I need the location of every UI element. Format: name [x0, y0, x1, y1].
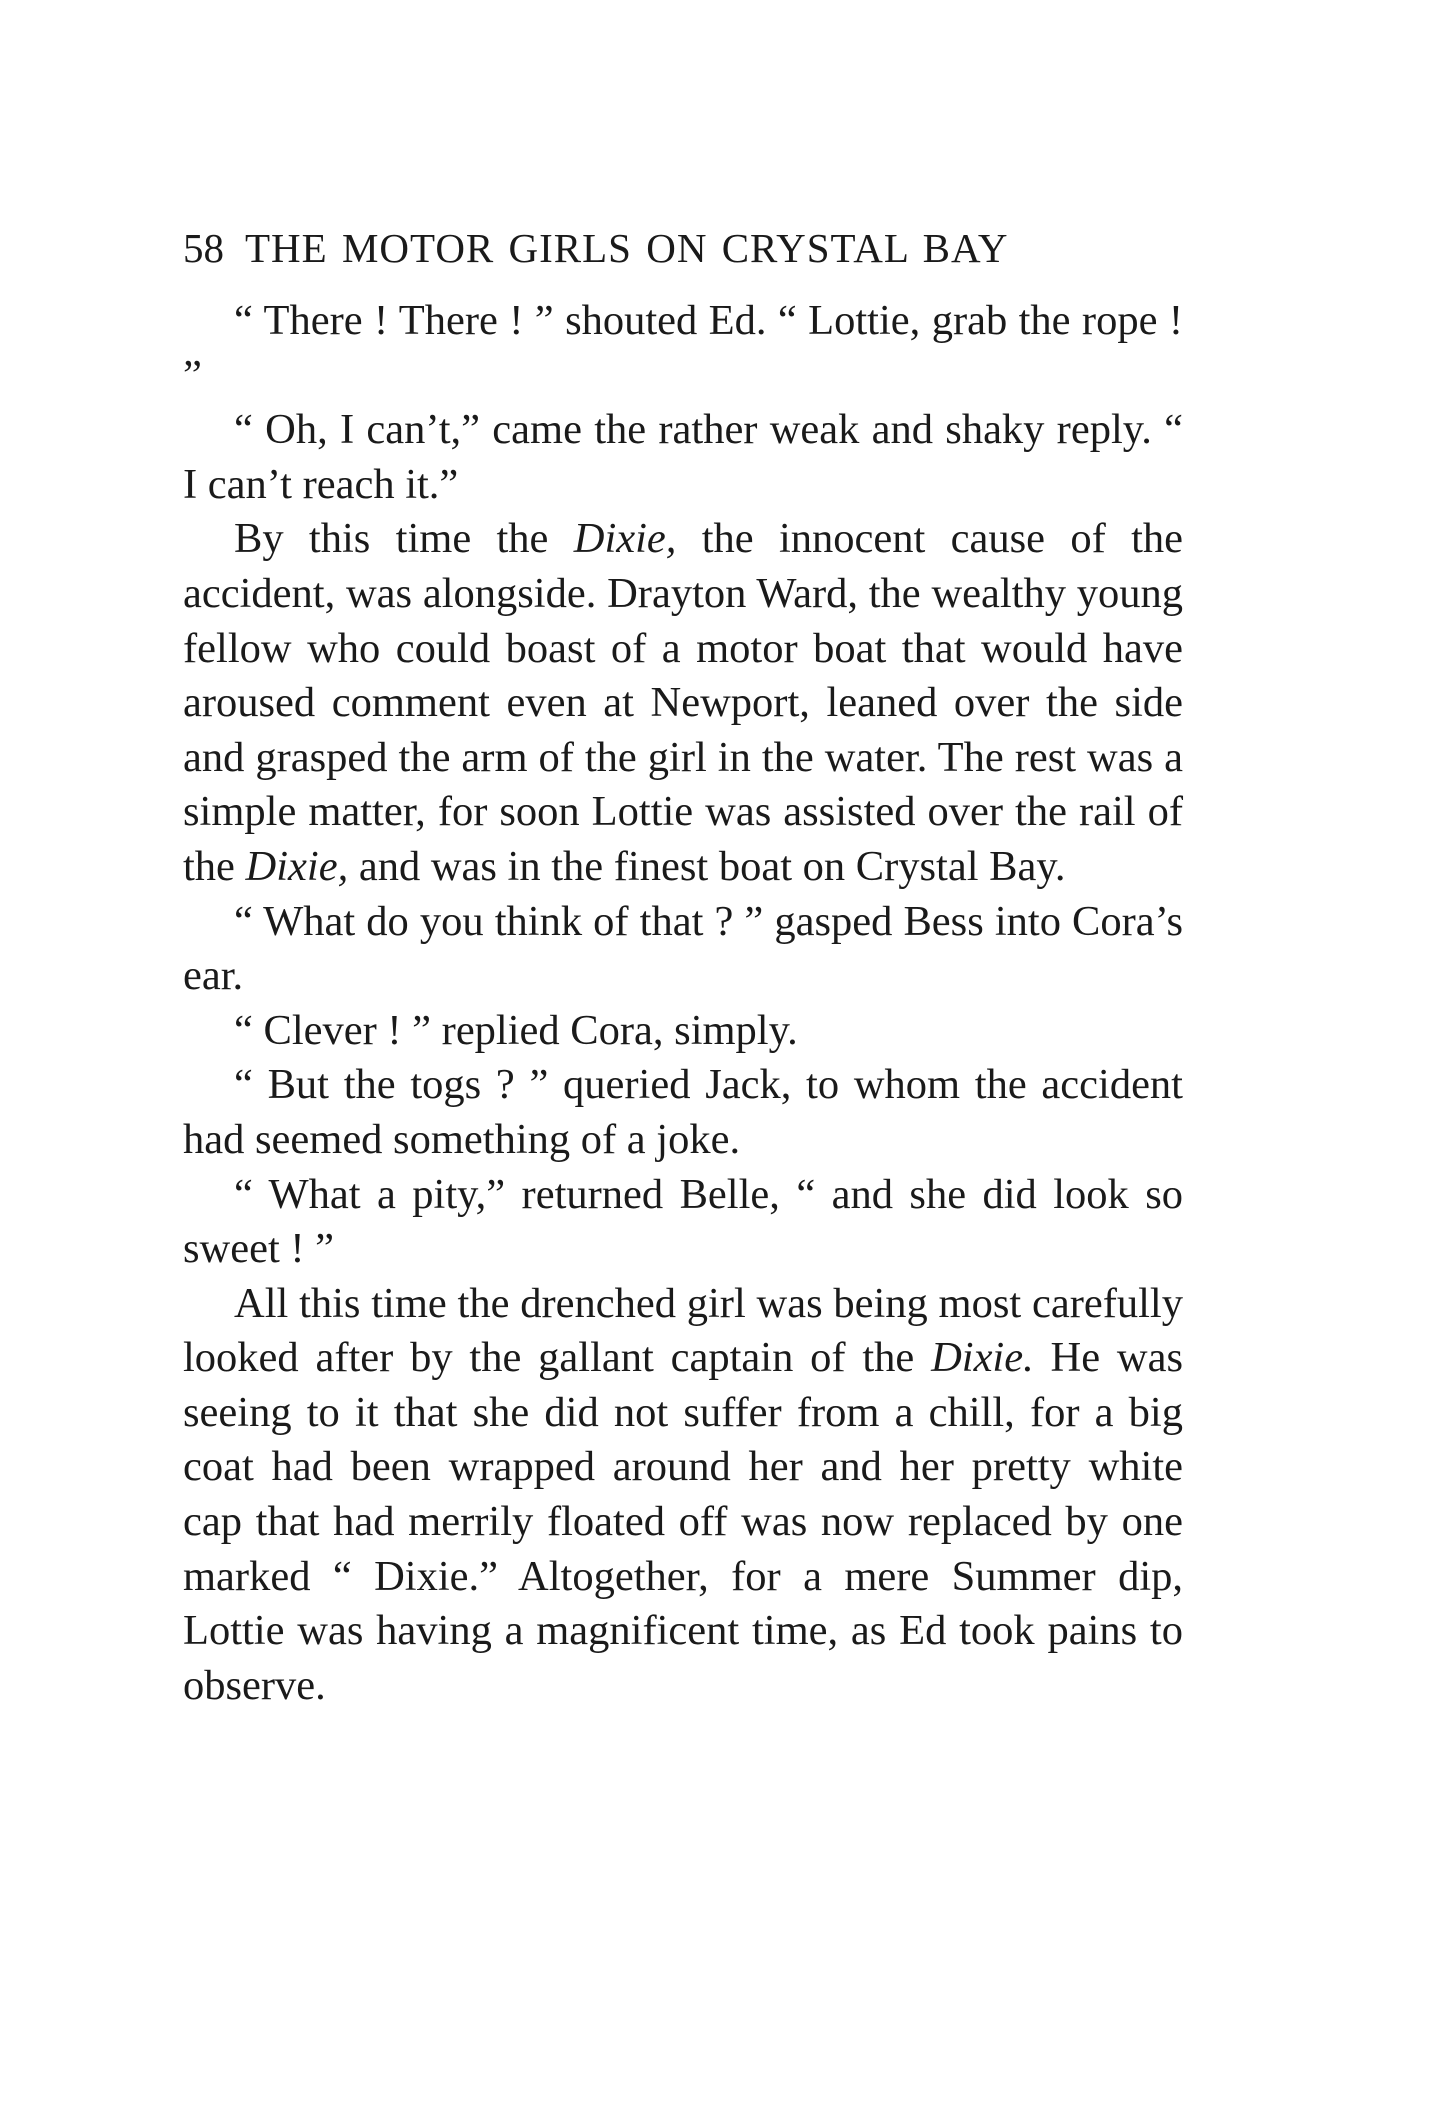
paragraph [183, 403, 1183, 512]
text-run: the innocent cause of the accident, was alongside. Drayton Ward, the wealthy young fellow who could boast of a motor boat that would have aroused comment even at Newport, leaned over the side and grasped the arm of the girl in the water. The rest was a simple matter, for soon Lottie was assisted over the rail of the [183, 515, 1183, 890]
text-run: “ What a pity,” returned Belle, “ and she did look so sweet ! ” [183, 1170, 1183, 1273]
text-run: “ Oh, I can’t,” came the rather weak and shaky reply. “ I can’t reach it.” [183, 406, 1183, 508]
boat-name: Dixie, [245, 842, 349, 890]
running-head [183, 222, 1183, 274]
paragraph [183, 1004, 1183, 1059]
text-run: All this time the drenched girl was being most carefully looked after by the gallant captain of the [183, 1279, 1183, 1382]
boat-name: Dixie, [573, 515, 677, 563]
text-run: He was seeing to it that she did not suffer from a chill, for a big coat had been wrapped around her and her pretty white cap that had merrily floated off was now replaced by one marked “ Dixie.” Altogether, for a mere Summer dip, Lottie was having a magnificent time, as Ed took pains to observe. [183, 1334, 1183, 1709]
text-run: and was in the finest boat on Crystal Bay. [348, 842, 1066, 890]
page-number: 58 [183, 225, 224, 271]
text-run: “ Clever ! ” replied Cora, simply. [234, 1006, 798, 1054]
paragraph [183, 1058, 1183, 1167]
boat-name: Dixie. [931, 1334, 1034, 1382]
text-run: “ But the togs ? ” queried Jack, to whom the accident had seemed something of a joke. [183, 1061, 1183, 1163]
text-run: “ What do you think of that ? ” gasped Bess into Cora’s ear. [183, 897, 1183, 1000]
text-run: “ There ! There ! ” shouted Ed. “ Lottie, grab the rope ! ” [183, 297, 1183, 399]
text-run: By this time the [234, 515, 574, 563]
book-page [183, 222, 1183, 1713]
paragraph [183, 1168, 1183, 1277]
paragraph [183, 512, 1183, 894]
paragraph [183, 294, 1183, 403]
paragraph [183, 1277, 1183, 1714]
running-title: THE MOTOR GIRLS ON CRYSTAL BAY [245, 225, 1009, 271]
body-text [183, 294, 1183, 1713]
paragraph [183, 895, 1183, 1004]
